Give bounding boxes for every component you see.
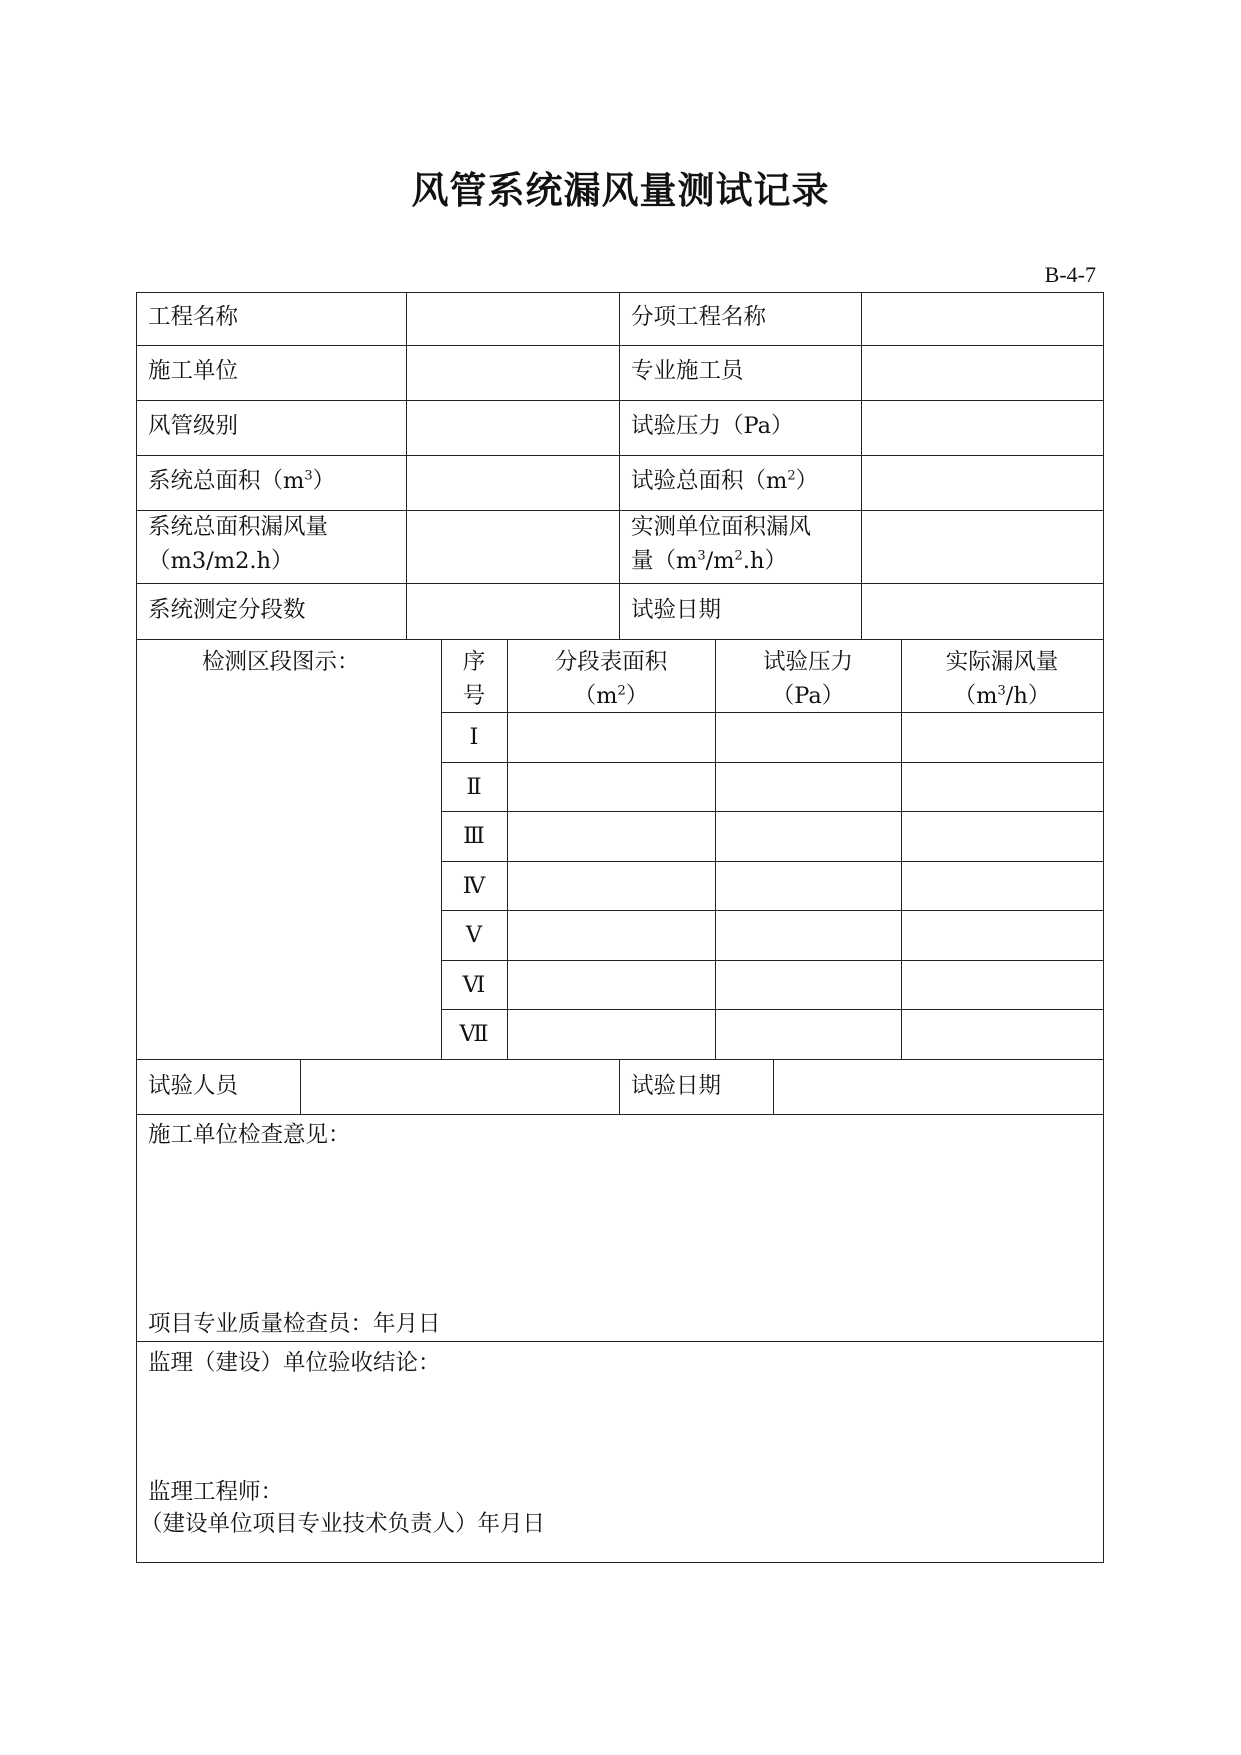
supervisor-signature: （建设单位项目专业技术负责人）年月日 — [140, 1511, 546, 1537]
header-seq: 序 号 — [462, 649, 486, 709]
label-test-total-area: 试验总面积$(m^2)$ — [631, 468, 819, 494]
header-segment-area: 分段表面积 $(m^2)$ — [554, 649, 668, 709]
segment-number: Ⅶ — [459, 1021, 489, 1047]
label-measured-unit-leakage: 实测单位面积漏风 量$(m^3/m^2.h)$ — [631, 514, 812, 574]
segment-number: Ⅵ — [462, 972, 486, 998]
label-test-personnel: 试验人员 — [148, 1073, 239, 1099]
header-actual-leakage: 实际漏风量 $(m^3/h)$ — [945, 649, 1059, 709]
label-system-total-area: 系统总面积$(m^3)$ — [148, 468, 336, 494]
header-test-pressure: 试验压力 （Pa） — [762, 649, 853, 709]
label-test-pressure: 试验压力（Pa） — [631, 413, 794, 439]
label-system-leakage: 系统总面积漏风量 （m3/m2.h） — [148, 514, 329, 574]
label-duct-grade: 风管级别 — [148, 413, 239, 439]
label-specialist-builder: 专业施工员 — [631, 358, 744, 384]
segment-number: Ⅲ — [463, 823, 485, 849]
label-supervisor-conclusion: 监理（建设）单位验收结论： — [148, 1350, 441, 1376]
page-title: 风管系统漏风量测试记录 — [411, 168, 830, 212]
contractor-signature: 项目专业质量检查员：年月日 — [148, 1311, 441, 1337]
label-project-name: 工程名称 — [148, 304, 239, 330]
label-contractor-opinion: 施工单位检查意见： — [148, 1122, 351, 1148]
label-segment-count: 系统测定分段数 — [148, 597, 306, 623]
label-test-date-bottom: 试验日期 — [631, 1073, 722, 1099]
segment-number: Ⅳ — [462, 873, 486, 899]
label-test-date-top: 试验日期 — [631, 597, 722, 623]
label-subproject-name: 分项工程名称 — [631, 304, 767, 330]
label-construction-unit: 施工单位 — [148, 358, 239, 384]
segment-number: Ⅱ — [466, 774, 482, 800]
label-diagram: 检测区段图示： — [202, 649, 360, 675]
label-supervising-engineer: 监理工程师： — [148, 1479, 284, 1505]
segment-number: Ⅰ — [469, 724, 479, 750]
segment-number: Ⅴ — [465, 922, 483, 948]
form-code: B-4-7 — [1044, 262, 1096, 287]
